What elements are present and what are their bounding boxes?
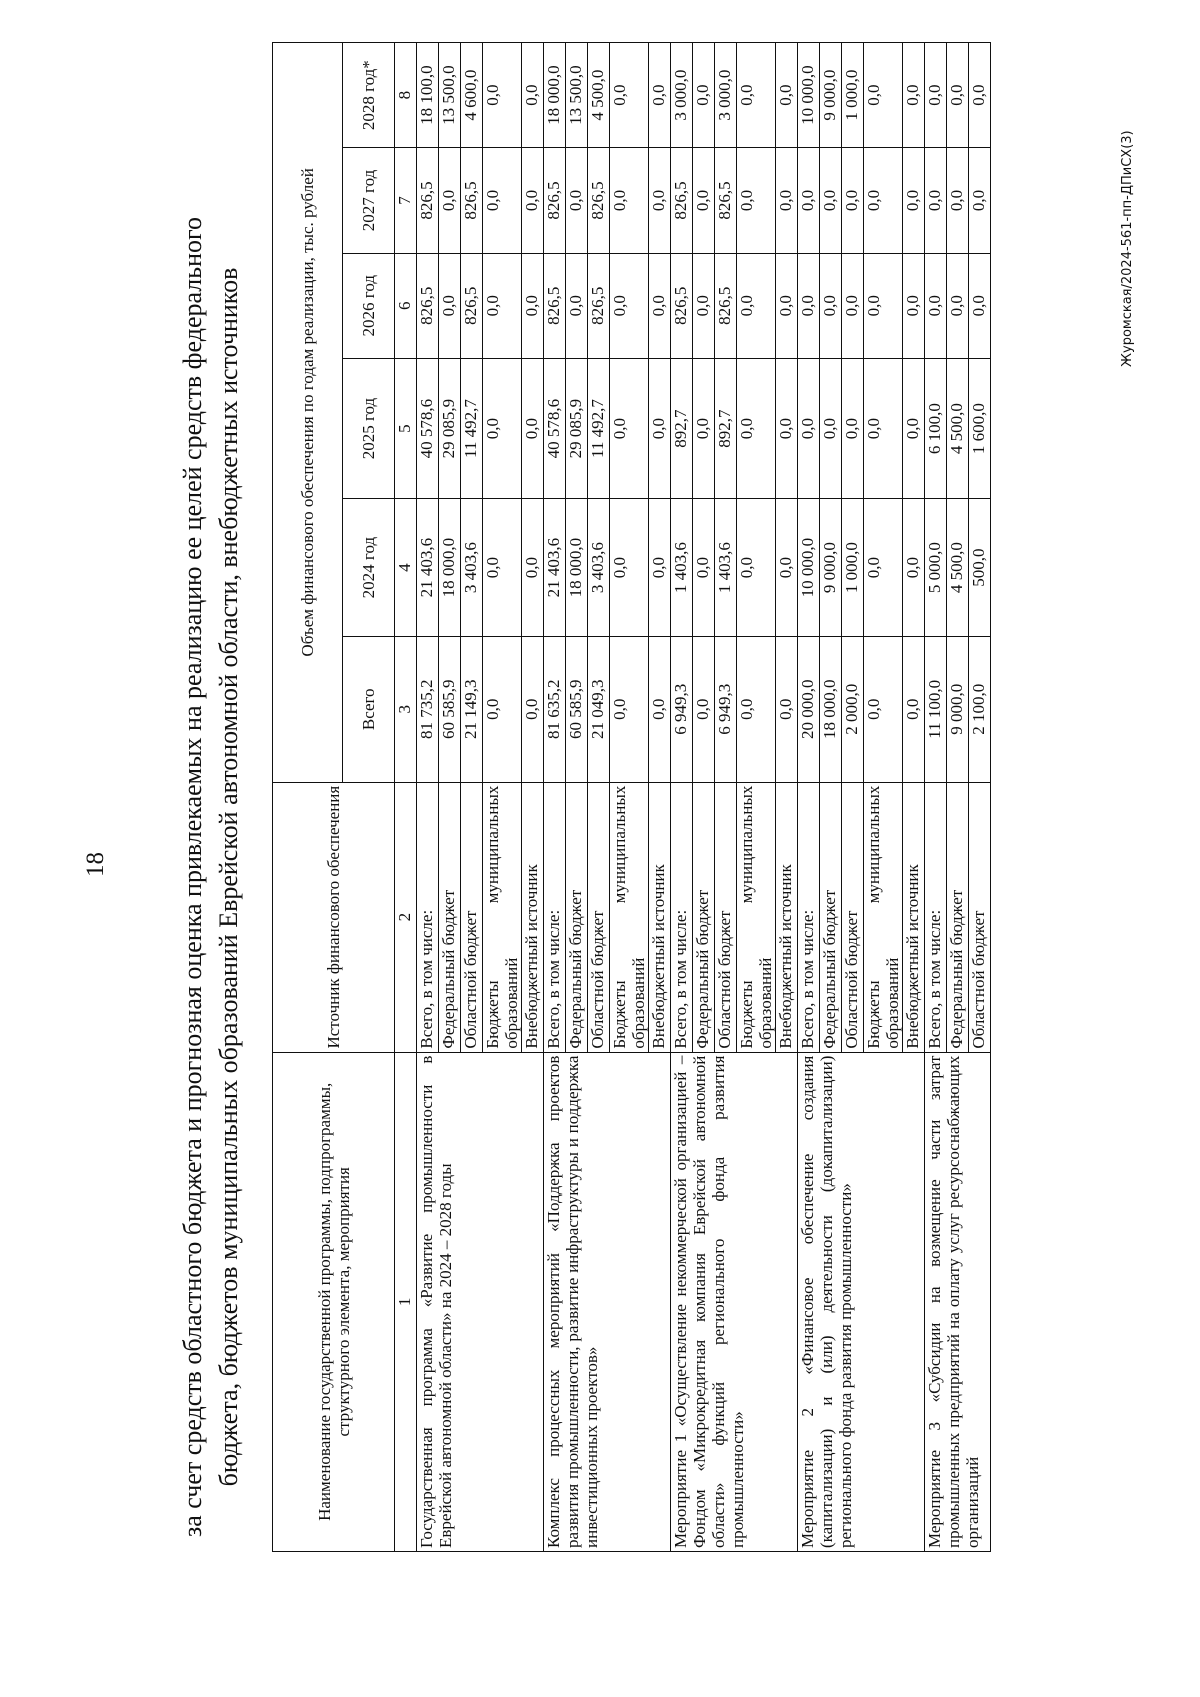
funding-source: Федеральный бюджет xyxy=(566,782,588,1052)
amount-cell: 0,0 xyxy=(842,358,864,498)
col-number: 8 xyxy=(395,43,417,148)
amount-cell: 18 000,0 xyxy=(439,499,461,637)
amount-cell: 0,0 xyxy=(522,358,544,498)
amount-cell: 0,0 xyxy=(693,43,715,148)
amount-cell: 4 500,0 xyxy=(947,358,969,498)
amount-cell: 0,0 xyxy=(649,636,671,782)
amount-cell: 0,0 xyxy=(925,43,947,148)
amount-cell: 0,0 xyxy=(693,148,715,253)
amount-cell: 9 000,0 xyxy=(947,636,969,782)
funding-source: Федеральный бюджет xyxy=(947,782,969,1052)
amount-cell: 2 000,0 xyxy=(842,636,864,782)
program-element-name: Мероприятие 1 «Осуществление некоммерческой организацией – Фондом «Микрокредитная компания Еврейской автономной области» функций регионального фонда развития промышленности» xyxy=(671,1052,798,1551)
amount-cell: 0,0 xyxy=(483,253,522,358)
amount-cell: 29 085,9 xyxy=(566,358,588,498)
amount-cell: 0,0 xyxy=(947,43,969,148)
amount-cell: 18 000,0 xyxy=(566,499,588,637)
col-number: 2 xyxy=(395,782,417,1052)
amount-cell: 1 000,0 xyxy=(842,499,864,637)
amount-cell: 60 585,9 xyxy=(439,636,461,782)
amount-cell: 18 100,0 xyxy=(417,43,439,148)
amount-cell: 0,0 xyxy=(864,253,903,358)
title-line-1: за счет средств областного бюджета и прогнозная оценка привлекаемых на реализацию ее целей средств федерального xyxy=(178,216,207,1538)
document-title xyxy=(175,117,247,1637)
amount-cell: 500,0 xyxy=(969,499,991,637)
amount-cell: 0,0 xyxy=(610,636,649,782)
title-line-2: бюджета, бюджетов муниципальных образований Еврейской автономной области, внебюджетных источников xyxy=(214,267,243,1487)
funding-source: Бюджеты муниципальных образований xyxy=(483,782,522,1052)
amount-cell: 0,0 xyxy=(820,358,842,498)
amount-cell: 0,0 xyxy=(947,253,969,358)
amount-cell: 0,0 xyxy=(798,253,820,358)
header-year-2026: 2026 год xyxy=(343,253,395,358)
amount-cell: 11 492,7 xyxy=(588,358,610,498)
amount-cell: 0,0 xyxy=(776,636,798,782)
table-row xyxy=(798,43,820,1552)
amount-cell: 0,0 xyxy=(522,148,544,253)
amount-cell: 0,0 xyxy=(842,253,864,358)
funding-source: Областной бюджет xyxy=(842,782,864,1052)
amount-cell: 0,0 xyxy=(610,148,649,253)
amount-cell: 0,0 xyxy=(439,148,461,253)
amount-cell: 2 100,0 xyxy=(969,636,991,782)
amount-cell: 0,0 xyxy=(610,358,649,498)
amount-cell: 0,0 xyxy=(522,43,544,148)
funding-source: Внебюджетный источник xyxy=(649,782,671,1052)
amount-cell: 0,0 xyxy=(439,253,461,358)
table-row xyxy=(671,43,693,1552)
amount-cell: 0,0 xyxy=(566,148,588,253)
amount-cell: 0,0 xyxy=(522,499,544,637)
amount-cell: 0,0 xyxy=(737,636,776,782)
amount-cell: 0,0 xyxy=(864,499,903,637)
amount-cell: 4 500,0 xyxy=(588,43,610,148)
funding-source: Внебюджетный источник xyxy=(903,782,925,1052)
amount-cell: 81 635,2 xyxy=(544,636,566,782)
amount-cell: 0,0 xyxy=(776,148,798,253)
amount-cell: 0,0 xyxy=(483,499,522,637)
amount-cell: 40 578,6 xyxy=(417,358,439,498)
header-year-2028: 2028 год* xyxy=(343,43,395,148)
amount-cell: 0,0 xyxy=(737,43,776,148)
col-number: 5 xyxy=(395,358,417,498)
amount-cell: 0,0 xyxy=(522,636,544,782)
amount-cell: 0,0 xyxy=(566,253,588,358)
amount-cell: 826,5 xyxy=(461,148,483,253)
col-number: 3 xyxy=(395,636,417,782)
header-volume: Объем финансового обеспечения по годам реализации, тыс. рублей xyxy=(273,43,343,783)
amount-cell: 11 100,0 xyxy=(925,636,947,782)
amount-cell: 0,0 xyxy=(483,636,522,782)
amount-cell: 0,0 xyxy=(737,253,776,358)
program-element-name: Комплекс процессных мероприятий «Поддержка проектов развития промышленности, развитие инфраструктуры и поддержка инвестиционных проектов» xyxy=(544,1052,671,1551)
amount-cell: 0,0 xyxy=(969,43,991,148)
program-element-name: Мероприятие 3 «Субсидии на возмещение части затрат промышленных предприятий на оплату услуг ресурсоснабжающих организаций xyxy=(925,1052,991,1551)
amount-cell: 3 000,0 xyxy=(671,43,693,148)
amount-cell: 0,0 xyxy=(483,43,522,148)
amount-cell: 81 735,2 xyxy=(417,636,439,782)
amount-cell: 0,0 xyxy=(649,358,671,498)
amount-cell: 3 000,0 xyxy=(715,43,737,148)
amount-cell: 0,0 xyxy=(969,148,991,253)
amount-cell: 0,0 xyxy=(693,358,715,498)
amount-cell: 4 600,0 xyxy=(461,43,483,148)
amount-cell: 826,5 xyxy=(544,253,566,358)
amount-cell: 6 100,0 xyxy=(925,358,947,498)
amount-cell: 5 000,0 xyxy=(925,499,947,637)
amount-cell: 0,0 xyxy=(649,253,671,358)
amount-cell: 0,0 xyxy=(776,43,798,148)
amount-cell: 0,0 xyxy=(925,148,947,253)
amount-cell: 9 000,0 xyxy=(820,43,842,148)
financing-table xyxy=(272,42,991,1552)
amount-cell: 0,0 xyxy=(693,636,715,782)
funding-source: Областной бюджет xyxy=(588,782,610,1052)
funding-source: Всего, в том числе: xyxy=(925,782,947,1052)
amount-cell: 3 403,6 xyxy=(588,499,610,637)
amount-cell: 0,0 xyxy=(483,358,522,498)
amount-cell: 40 578,6 xyxy=(544,358,566,498)
amount-cell: 0,0 xyxy=(776,253,798,358)
amount-cell: 29 085,9 xyxy=(439,358,461,498)
amount-cell: 0,0 xyxy=(864,148,903,253)
amount-cell: 3 403,6 xyxy=(461,499,483,637)
amount-cell: 0,0 xyxy=(483,148,522,253)
funding-source: Федеральный бюджет xyxy=(439,782,461,1052)
amount-cell: 10 000,0 xyxy=(798,499,820,637)
funding-source: Всего, в том числе: xyxy=(798,782,820,1052)
funding-source: Областной бюджет xyxy=(715,782,737,1052)
amount-cell: 13 500,0 xyxy=(566,43,588,148)
col-number: 4 xyxy=(395,499,417,637)
amount-cell: 0,0 xyxy=(693,253,715,358)
amount-cell: 21 403,6 xyxy=(417,499,439,637)
amount-cell: 0,0 xyxy=(864,43,903,148)
funding-source: Федеральный бюджет xyxy=(820,782,842,1052)
amount-cell: 18 000,0 xyxy=(544,43,566,148)
col-number: 7 xyxy=(395,148,417,253)
amount-cell: 0,0 xyxy=(649,43,671,148)
amount-cell: 4 500,0 xyxy=(947,499,969,637)
amount-cell: 0,0 xyxy=(522,253,544,358)
amount-cell: 0,0 xyxy=(903,636,925,782)
funding-source: Внебюджетный источник xyxy=(522,782,544,1052)
funding-source: Всего, в том числе: xyxy=(671,782,693,1052)
col-number: 6 xyxy=(395,253,417,358)
amount-cell: 0,0 xyxy=(737,499,776,637)
funding-source: Бюджеты муниципальных образований xyxy=(864,782,903,1052)
amount-cell: 0,0 xyxy=(864,358,903,498)
funding-source: Областной бюджет xyxy=(461,782,483,1052)
amount-cell: 0,0 xyxy=(776,358,798,498)
amount-cell: 6 949,3 xyxy=(671,636,693,782)
amount-cell: 0,0 xyxy=(820,253,842,358)
amount-cell: 60 585,9 xyxy=(566,636,588,782)
header-year-2025: 2025 год xyxy=(343,358,395,498)
funding-source: Федеральный бюджет xyxy=(693,782,715,1052)
amount-cell: 1 403,6 xyxy=(715,499,737,637)
header-year-2027: 2027 год xyxy=(343,148,395,253)
funding-source: Всего, в том числе: xyxy=(417,782,439,1052)
amount-cell: 0,0 xyxy=(842,148,864,253)
amount-cell: 826,5 xyxy=(588,253,610,358)
amount-cell: 13 500,0 xyxy=(439,43,461,148)
amount-cell: 0,0 xyxy=(693,499,715,637)
amount-cell: 0,0 xyxy=(903,253,925,358)
amount-cell: 0,0 xyxy=(864,636,903,782)
amount-cell: 1 000,0 xyxy=(842,43,864,148)
amount-cell: 21 149,3 xyxy=(461,636,483,782)
amount-cell: 0,0 xyxy=(798,358,820,498)
amount-cell: 0,0 xyxy=(925,253,947,358)
amount-cell: 0,0 xyxy=(969,253,991,358)
amount-cell: 21 403,6 xyxy=(544,499,566,637)
amount-cell: 0,0 xyxy=(798,148,820,253)
amount-cell: 826,5 xyxy=(671,253,693,358)
amount-cell: 10 000,0 xyxy=(798,43,820,148)
amount-cell: 0,0 xyxy=(610,43,649,148)
amount-cell: 0,0 xyxy=(903,43,925,148)
header-total: Всего xyxy=(343,636,395,782)
table-row xyxy=(417,43,439,1552)
header-source: Источник финансового обеспечения xyxy=(273,782,395,1052)
amount-cell: 0,0 xyxy=(649,148,671,253)
amount-cell: 0,0 xyxy=(776,499,798,637)
funding-source: Внебюджетный источник xyxy=(776,782,798,1052)
program-element-name: Мероприятие 2 «Финансовое обеспечение создания (капитализации) и (или) деятельности (докапитализации) регионального фонда развития промышленности» xyxy=(798,1052,925,1551)
amount-cell: 18 000,0 xyxy=(820,636,842,782)
table-row xyxy=(544,43,566,1552)
table-row xyxy=(925,43,947,1552)
col-number: 1 xyxy=(395,1052,417,1551)
amount-cell: 20 000,0 xyxy=(798,636,820,782)
amount-cell: 892,7 xyxy=(715,358,737,498)
page-number: 18 xyxy=(82,852,109,877)
amount-cell: 826,5 xyxy=(715,148,737,253)
amount-cell: 0,0 xyxy=(737,148,776,253)
funding-source: Областной бюджет xyxy=(969,782,991,1052)
amount-cell: 0,0 xyxy=(947,148,969,253)
amount-cell: 826,5 xyxy=(461,253,483,358)
amount-cell: 0,0 xyxy=(610,499,649,637)
amount-cell: 0,0 xyxy=(903,499,925,637)
amount-cell: 0,0 xyxy=(737,358,776,498)
funding-source: Всего, в том числе: xyxy=(544,782,566,1052)
amount-cell: 826,5 xyxy=(588,148,610,253)
document-code: Журомская/2024-561-пп-ДПиСХ(3) xyxy=(1120,130,1135,367)
funding-source: Бюджеты муниципальных образований xyxy=(737,782,776,1052)
funding-source: Бюджеты муниципальных образований xyxy=(610,782,649,1052)
amount-cell: 826,5 xyxy=(715,253,737,358)
amount-cell: 0,0 xyxy=(903,148,925,253)
amount-cell: 0,0 xyxy=(820,148,842,253)
amount-cell: 9 000,0 xyxy=(820,499,842,637)
amount-cell: 0,0 xyxy=(649,499,671,637)
amount-cell: 826,5 xyxy=(417,253,439,358)
header-name: Наименование государственной программы, подпрограммы, структурного элемента, мероприятия xyxy=(273,1052,395,1551)
amount-cell: 21 049,3 xyxy=(588,636,610,782)
header-year-2024: 2024 год xyxy=(343,499,395,637)
amount-cell: 826,5 xyxy=(417,148,439,253)
amount-cell: 892,7 xyxy=(671,358,693,498)
amount-cell: 826,5 xyxy=(671,148,693,253)
amount-cell: 1 403,6 xyxy=(671,499,693,637)
amount-cell: 1 600,0 xyxy=(969,358,991,498)
amount-cell: 11 492,7 xyxy=(461,358,483,498)
amount-cell: 0,0 xyxy=(610,253,649,358)
program-element-name: Государственная программа «Развитие промышленности в Еврейской автономной области» на 2024 – 2028 годы xyxy=(417,1052,544,1551)
amount-cell: 6 949,3 xyxy=(715,636,737,782)
amount-cell: 0,0 xyxy=(903,358,925,498)
amount-cell: 826,5 xyxy=(544,148,566,253)
